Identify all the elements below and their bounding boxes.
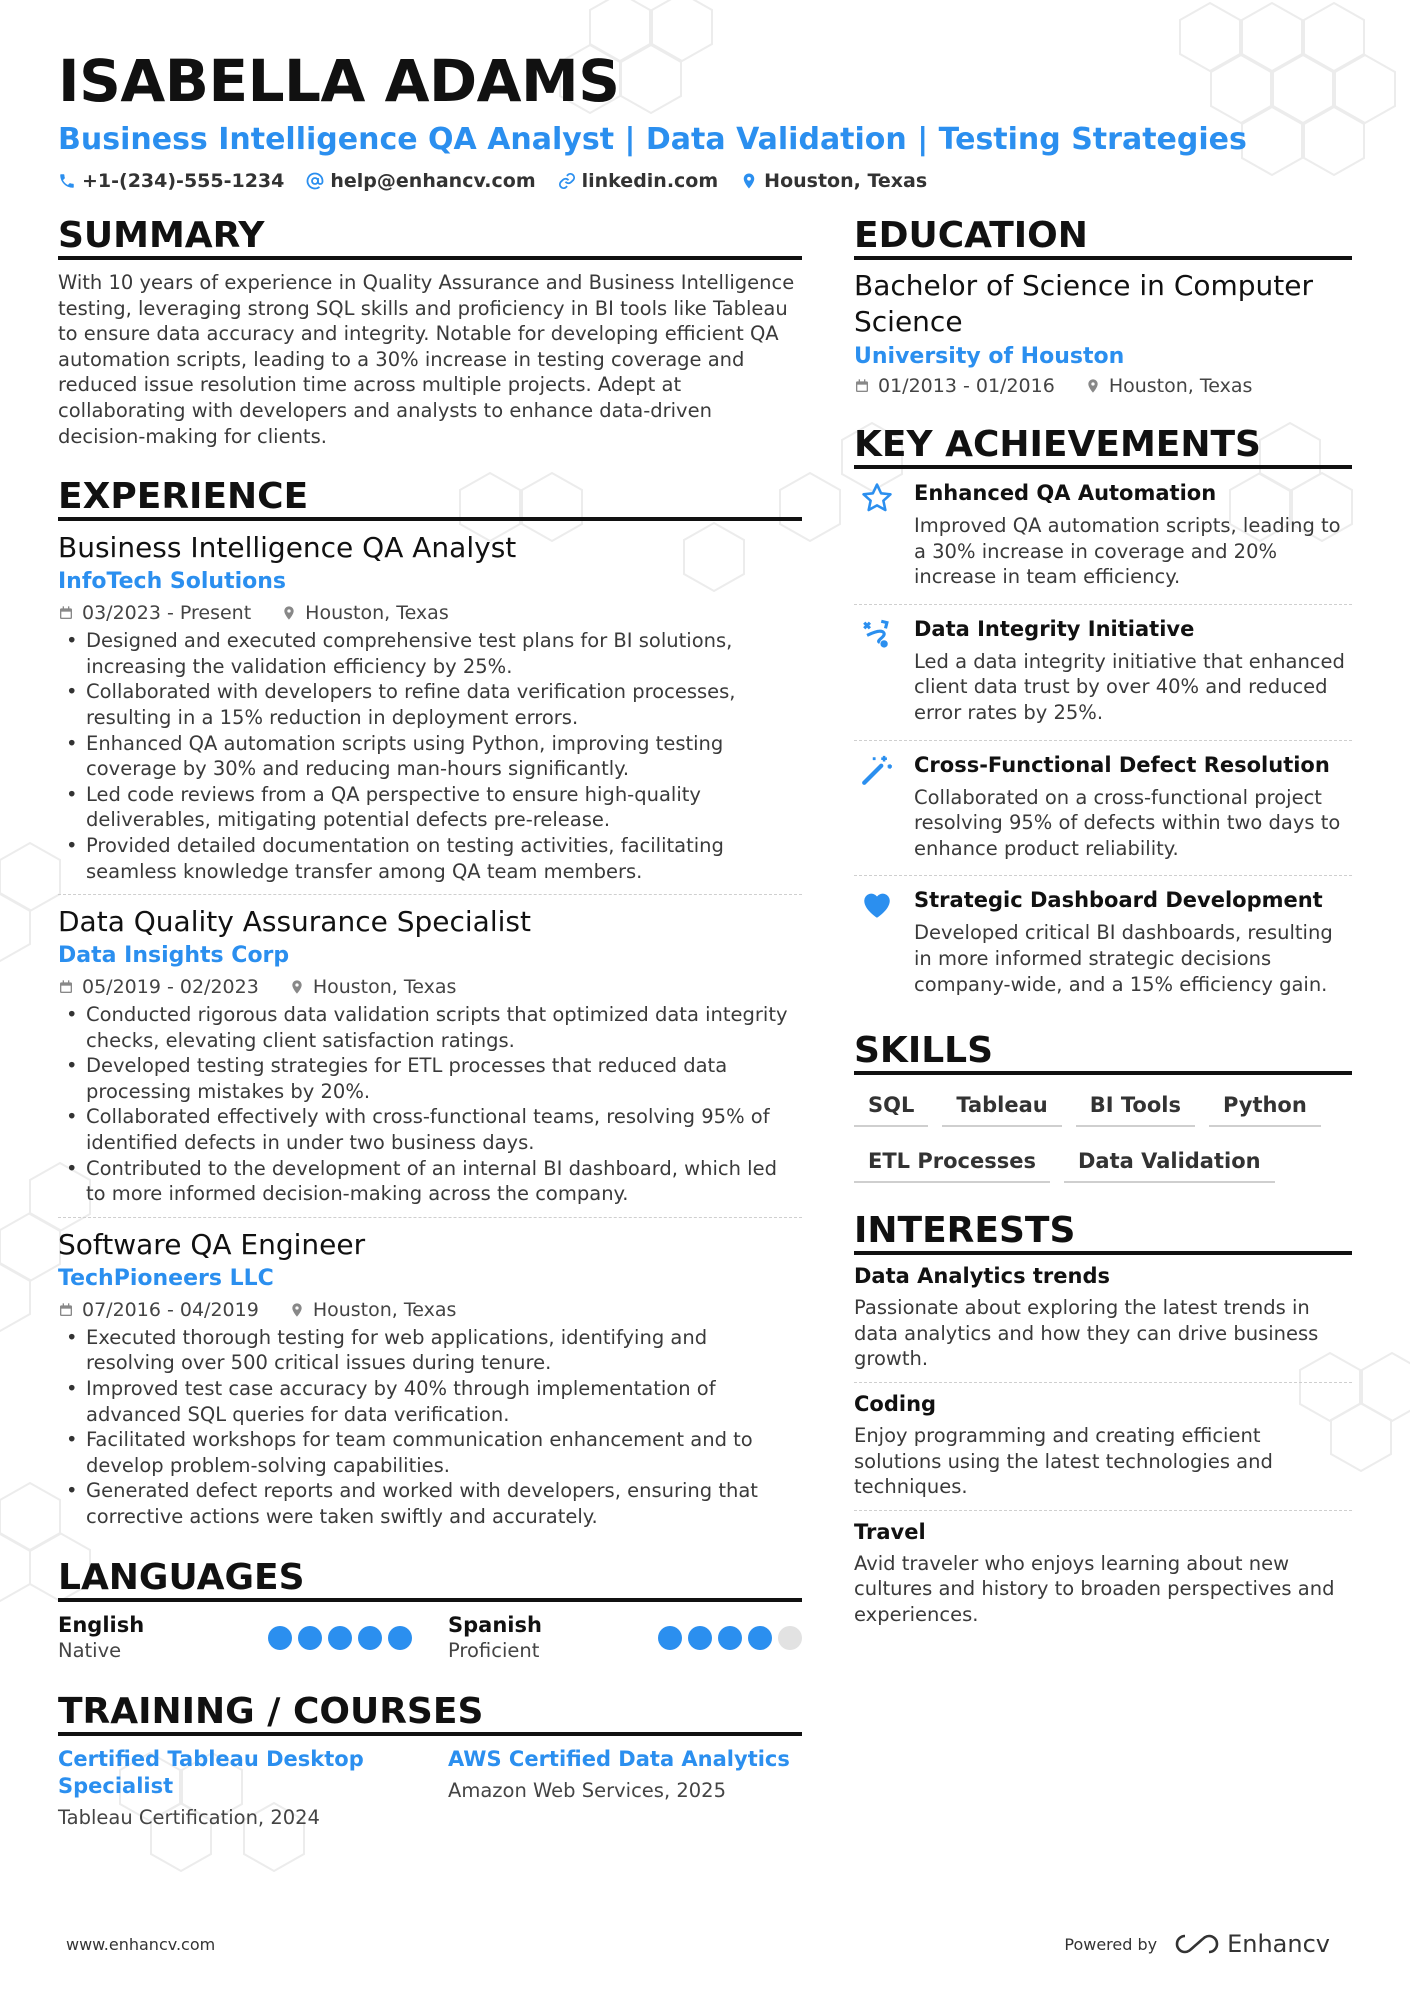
- bullet-item: • Collaborated with developers to refine data verification processes, resulting in a 15% reduction in deployment errors.: [58, 679, 802, 730]
- job-meta: [58, 602, 802, 624]
- powered-by-text: Powered by: [1064, 1934, 1158, 1954]
- achievement-body: [914, 886, 1352, 997]
- rating-dot: [688, 1626, 712, 1650]
- map-pin-icon: [740, 172, 758, 190]
- interests-section: [854, 1211, 1352, 1637]
- education-school: University of Houston: [854, 344, 1125, 369]
- rating-dot: [658, 1626, 682, 1650]
- phone-text: +1-(234)-555-1234: [82, 170, 285, 192]
- rating-dot: [718, 1626, 742, 1650]
- job-entry: [58, 521, 802, 895]
- achievement-body: [914, 615, 1352, 726]
- link-icon: [558, 172, 576, 190]
- map-pin-icon: [281, 605, 297, 621]
- languages-section: [58, 1558, 802, 1664]
- job-meta: [58, 1299, 802, 1321]
- language-rating: [658, 1626, 802, 1650]
- interest-desc: Avid traveler who enjoys learning about new cultures and history to broaden perspectives and experiences.: [854, 1551, 1335, 1626]
- achievement-body: [914, 479, 1352, 590]
- bullet-item: • Contributed to the development of an internal BI dashboard, which led to more informed decision-making across the company.: [58, 1156, 802, 1207]
- rating-dot: [298, 1626, 322, 1650]
- rating-dot: [748, 1626, 772, 1650]
- skill-tag: BI Tools: [1076, 1087, 1195, 1127]
- summary-heading: SUMMARY: [58, 216, 802, 260]
- language-level: Native: [58, 1638, 122, 1662]
- course-provider: Tableau Certification, 2024: [58, 1805, 320, 1829]
- interest-desc: Enjoy programming and creating efficient solutions using the latest technologies and techniques.: [854, 1423, 1273, 1499]
- bullet-item: • Generated defect reports and worked with developers, ensuring that corrective actions were taken swiftly and accurately.: [58, 1478, 802, 1529]
- education-location: [1085, 375, 1253, 397]
- education-heading: EDUCATION: [854, 216, 1352, 260]
- interest-title: Coding: [854, 1391, 937, 1416]
- education-dates-text: 01/2013 - 01/2016: [878, 375, 1055, 397]
- achievement-desc: Collaborated on a cross-functional project resolving 95% of defects within two days to enhance product reliability.: [914, 785, 1341, 860]
- experience-heading: EXPERIENCE: [58, 477, 802, 521]
- job-title: Software QA Engineer: [58, 1227, 366, 1261]
- enhancv-logo-icon: [1175, 1932, 1219, 1956]
- interest-title: Data Analytics trends: [854, 1264, 1110, 1289]
- location-text: Houston, Texas: [764, 170, 928, 192]
- linkedin-text: linkedin.com: [581, 170, 719, 192]
- rating-dot: [268, 1626, 292, 1650]
- education-dates: [854, 375, 1055, 397]
- achievement-title: Enhanced QA Automation: [914, 481, 1217, 505]
- job-location: [289, 1299, 457, 1321]
- map-pin-icon: [1085, 378, 1101, 394]
- calendar-icon: [854, 378, 870, 394]
- job-location: [289, 976, 457, 998]
- skills-heading: SKILLS: [854, 1031, 1352, 1075]
- email-text: help@enhancv.com: [330, 170, 536, 192]
- bullet-item: • Led code reviews from a QA perspective to ensure high-quality deliverables, mitigating potential defects pre-release.: [58, 782, 802, 833]
- education-meta: [854, 375, 1352, 397]
- job-location-text: Houston, Texas: [312, 976, 457, 999]
- training-heading: TRAINING / COURSES: [58, 1692, 802, 1736]
- achievement-title: Strategic Dashboard Development: [914, 888, 1323, 913]
- interest-item: [854, 1255, 1352, 1383]
- achievement-body: [914, 751, 1352, 862]
- job-dates: [58, 976, 259, 998]
- left-column: [58, 216, 802, 1857]
- map-pin-icon: [289, 979, 305, 995]
- achievement-item: [854, 469, 1352, 605]
- two-column-body: [58, 216, 1352, 1857]
- courses-list: [58, 1746, 802, 1829]
- course-title: Certified Tableau Desktop Specialist: [58, 1746, 364, 1798]
- interest-title: Travel: [854, 1519, 926, 1544]
- job-location-text: Houston, Texas: [312, 1298, 457, 1321]
- bullet-item: • Developed testing strategies for ETL processes that reduced data processing mistakes by 20%.: [58, 1053, 802, 1104]
- achievements-list: [854, 469, 1352, 1011]
- skill-tag: Data Validation: [1064, 1143, 1275, 1183]
- rating-dot: [388, 1626, 412, 1650]
- jobs-list: [58, 521, 802, 1539]
- job-bullets: [58, 1002, 802, 1207]
- bullet-item: • Enhanced QA automation scripts using Python, improving testing coverage by 30% and reducing man-hours significantly.: [58, 731, 802, 782]
- language-name: English: [58, 1612, 145, 1637]
- contact-bar: [58, 170, 1352, 192]
- experience-section: [58, 477, 802, 1539]
- interest-desc: Passionate about exploring the latest trends in data analytics and how they can drive business growth.: [854, 1296, 1319, 1371]
- job-dates-text: 03/2023 - Present: [82, 602, 252, 625]
- language-info: [448, 1612, 542, 1664]
- summary-section: [58, 216, 802, 449]
- company-name: InfoTech Solutions: [58, 569, 286, 595]
- course-title: AWS Certified Data Analytics: [448, 1746, 790, 1771]
- candidate-name: ISABELLA ADAMS: [58, 47, 620, 115]
- interest-item: [854, 1511, 1352, 1638]
- job-title: Business Intelligence QA Analyst: [58, 531, 517, 565]
- bullet-item: • Provided detailed documentation on testing activities, facilitating seamless knowledge transfer among QA team members.: [58, 833, 802, 884]
- skills-list: [854, 1087, 1352, 1183]
- languages-heading: LANGUAGES: [58, 1558, 802, 1602]
- interest-item: [854, 1383, 1352, 1511]
- calendar-icon: [58, 605, 74, 621]
- rating-dot: [328, 1626, 352, 1650]
- map-pin-icon: [289, 1302, 305, 1318]
- footer: [66, 1930, 1330, 1958]
- bullet-item: • Facilitated workshops for team communication enhancement and to develop problem-solving capabilities.: [58, 1427, 802, 1478]
- phone-icon: [58, 172, 76, 190]
- job-location-text: Houston, Texas: [305, 602, 449, 625]
- bullet-item: • Conducted rigorous data validation scripts that optimized data integrity checks, elevating client satisfaction ratings.: [58, 1002, 802, 1053]
- route-icon: [854, 615, 900, 726]
- bullet-item: • Improved test case accuracy by 40% through implementation of advanced SQL queries for data verification.: [58, 1376, 802, 1427]
- enhancv-logo[interactable]: [1175, 1930, 1330, 1958]
- job-dates-text: 07/2016 - 04/2019: [82, 1298, 259, 1321]
- heart-icon: [854, 886, 900, 997]
- magic-wand-icon: [854, 751, 900, 862]
- achievement-item: [854, 741, 1352, 877]
- achievements-heading: KEY ACHIEVEMENTS: [854, 425, 1352, 469]
- language-rating: [268, 1626, 412, 1650]
- at-sign-icon: [306, 172, 324, 190]
- achievement-desc: Led a data integrity initiative that enhanced client data trust by over 40% and reduced error rates by 25%.: [914, 649, 1345, 724]
- job-dates: [58, 1299, 259, 1321]
- language-level: Proficient: [448, 1638, 540, 1662]
- achievement-title: Data Integrity Initiative: [914, 616, 1195, 641]
- education-degree: Bachelor of Science in Computer Science: [854, 269, 1314, 338]
- job-entry: [58, 895, 802, 1218]
- skill-tag: SQL: [854, 1087, 928, 1127]
- course-item: [448, 1746, 802, 1829]
- job-meta: [58, 976, 802, 998]
- job-title: Data Quality Assurance Specialist: [58, 905, 531, 939]
- language-item: [448, 1612, 802, 1664]
- skills-section: [854, 1031, 1352, 1183]
- contact-phone[interactable]: [58, 170, 284, 192]
- languages-list: [58, 1612, 802, 1664]
- job-bullets: [58, 628, 802, 884]
- brand-name: Enhancv: [1227, 1930, 1330, 1958]
- contact-linkedin[interactable]: [558, 170, 719, 192]
- calendar-icon: [58, 1302, 74, 1318]
- job-bullets: [58, 1325, 802, 1530]
- job-location: [281, 602, 449, 624]
- header: [58, 48, 1352, 192]
- course-provider: Amazon Web Services, 2025: [448, 1778, 726, 1802]
- course-item: [58, 1746, 412, 1829]
- achievement-desc: Developed critical BI dashboards, resulting in more informed strategic decisions company-wide, and a 15% efficiency gain.: [914, 921, 1333, 996]
- education-location-text: Houston, Texas: [1108, 375, 1253, 397]
- interests-list: [854, 1255, 1352, 1637]
- footer-website[interactable]: www.enhancv.com: [66, 1934, 216, 1954]
- company-name: TechPioneers LLC: [58, 1265, 274, 1291]
- training-section: [58, 1692, 802, 1829]
- job-entry: [58, 1218, 802, 1540]
- footer-brand: [1064, 1930, 1330, 1958]
- rating-dot: [358, 1626, 382, 1650]
- star-icon: [854, 479, 900, 590]
- education-section: [854, 216, 1352, 397]
- language-info: [58, 1612, 144, 1664]
- skill-tag: Tableau: [942, 1087, 1061, 1127]
- right-column: [854, 216, 1352, 1857]
- language-name: Spanish: [448, 1612, 542, 1637]
- achievement-desc: Improved QA automation scripts, leading to a 30% increase in coverage and 20% increase in team efficiency.: [914, 514, 1341, 589]
- interests-heading: INTERESTS: [854, 1211, 1352, 1255]
- rating-dot: [778, 1626, 802, 1650]
- calendar-icon: [58, 979, 74, 995]
- skill-tag: ETL Processes: [854, 1143, 1050, 1183]
- achievement-item: [854, 605, 1352, 741]
- job-dates-text: 05/2019 - 02/2023: [82, 976, 259, 999]
- bullet-item: • Designed and executed comprehensive test plans for BI solutions, increasing the validation efficiency by 25%.: [58, 628, 802, 679]
- summary-text: With 10 years of experience in Quality Assurance and Business Intelligence testing, leveraging strong SQL skills and proficiency in BI tools like Tableau to ensure data accuracy and integrity. Notable for developing efficient QA automation scripts, leading to a 30% increase in testing coverage and reduced issue resolution time across multiple projects. Adept at collaborating with developers and analysts to enhance data-driven decision-making for clients.: [58, 271, 795, 448]
- bullet-item: • Collaborated effectively with cross-functional teams, resolving 95% of identified defects in under two business days.: [58, 1104, 802, 1155]
- skill-tag: Python: [1209, 1087, 1321, 1127]
- contact-email[interactable]: [306, 170, 535, 192]
- candidate-title: Business Intelligence QA Analyst | Data Validation | Testing Strategies: [58, 122, 1247, 157]
- achievements-section: [854, 425, 1352, 1011]
- bullet-item: • Executed thorough testing for web applications, identifying and resolving over 500 critical issues during tenure.: [58, 1325, 802, 1376]
- achievement-title: Cross-Functional Defect Resolution: [914, 752, 1330, 777]
- language-item: [58, 1612, 412, 1664]
- contact-location: [740, 170, 927, 192]
- achievement-item: [854, 876, 1352, 1011]
- job-dates: [58, 602, 251, 624]
- company-name: Data Insights Corp: [58, 943, 290, 969]
